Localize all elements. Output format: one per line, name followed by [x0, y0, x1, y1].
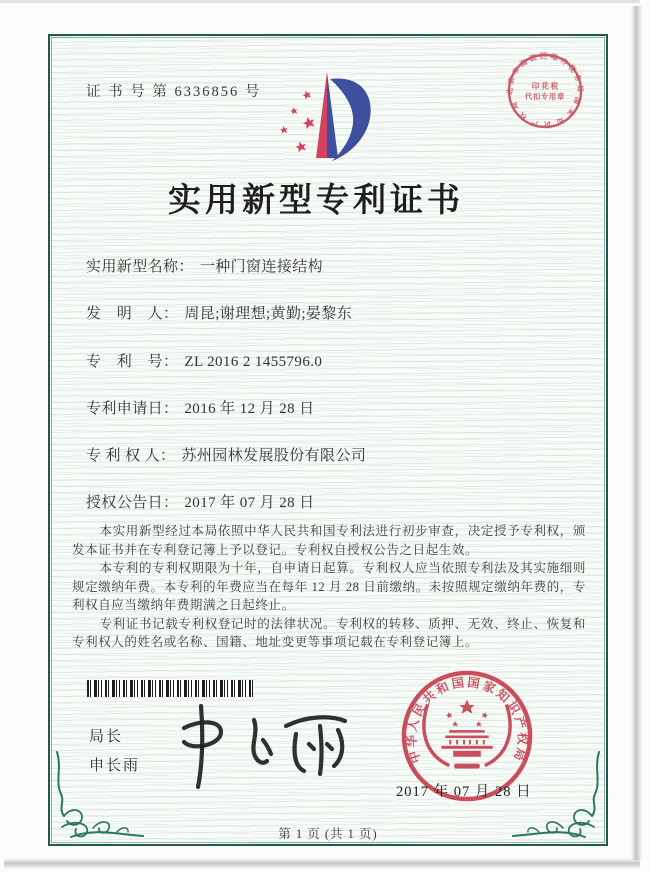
legal-paragraph-1: 本实用新型经过本局依照中华人民共和国专利法进行初步审查，决定授予专利权，颁发本证书并在专利登记簿上予以登记。专利权自授权公告之日起生效。: [72, 524, 586, 557]
national-emblem-icon: [424, 700, 510, 769]
legal-text: [72, 522, 586, 652]
signer-name: 申长雨: [89, 757, 141, 774]
signer-title: 局长: [89, 728, 124, 745]
certificate-title: 实用新型专利证书: [168, 183, 464, 219]
field-label: 专利申请日：: [86, 401, 179, 417]
tax-stamp-arc-bottom-text: 国家知识产权局: [508, 95, 582, 129]
field-value: ZL 2016 2 1455796.0: [184, 354, 323, 370]
legal-paragraph-2: 本专利的专利权期限为十年，自申请日起算。专利权人应当依照专利法及其实施细则规定缴纳年费。本专利的年费应当在每年 12 月 28 日前缴纳。未按照规定缴纳年费的，专利权自应当缴纳年费期满之日起终止。: [72, 561, 586, 612]
certificate-body: [50, 36, 606, 844]
cnipa-logo-icon: [270, 66, 374, 164]
office-seal-ring-text: 中华人民共和国国家知识产权局: [404, 675, 530, 765]
tax-stamp-center-line1: 印 花 税: [531, 81, 559, 91]
tax-stamp-seal: [505, 51, 585, 131]
field-value: 一种门窗连接结构: [199, 259, 324, 275]
signature-handwriting: [168, 700, 358, 792]
field-label: 专 利 权 人：: [86, 448, 176, 464]
field-patent-number: [86, 350, 322, 371]
field-grant-date: [86, 491, 315, 512]
field-label: 授权公告日：: [86, 495, 179, 511]
legal-paragraph-3: 专利证书记载专利权登记时的法律状况。专利权的转移、质押、无效、终止、恢复和专利权人的姓名或名称、国籍、地址变更等事项记载在专利登记簿上。: [72, 616, 586, 649]
tax-stamp-arc-top-text: 北京市海淀区地方税务局: [506, 52, 584, 96]
corner-flourish-left-icon: [51, 748, 146, 843]
certificate-number: 证 书 号 第 6336856 号: [86, 84, 262, 100]
field-label: 发 明 人：: [86, 306, 179, 322]
field-value: 周昆;谢理想;黄勤;晏黎东: [184, 306, 353, 322]
certificate-frame: [48, 34, 608, 846]
field-value: 2017 年 07 月 28 日: [184, 495, 315, 511]
field-value: 2016 年 12 月 28 日: [184, 401, 315, 417]
corner-flourish-right-icon: [510, 748, 605, 843]
field-inventors: [86, 302, 352, 323]
scan-edge-top: [0, 0, 640, 3]
barcode: [87, 680, 253, 697]
scan-edge-right: [631, 6, 642, 860]
field-label: 实用新型名称：: [86, 259, 194, 275]
issue-date: 2017 年 07 月 28 日: [396, 784, 532, 800]
scan-edge-bottom: [4, 858, 640, 869]
field-label: 专 利 号：: [86, 354, 179, 370]
field-filing-date: [86, 397, 315, 418]
page-number: 第 1 页 (共 1 页): [278, 827, 378, 841]
tax-stamp-center-line2: 代扣专用章: [525, 93, 565, 101]
field-patentee: [86, 444, 366, 465]
field-value: 苏州园林发展股份有限公司: [181, 448, 367, 464]
field-utility-model-name: [86, 255, 323, 276]
